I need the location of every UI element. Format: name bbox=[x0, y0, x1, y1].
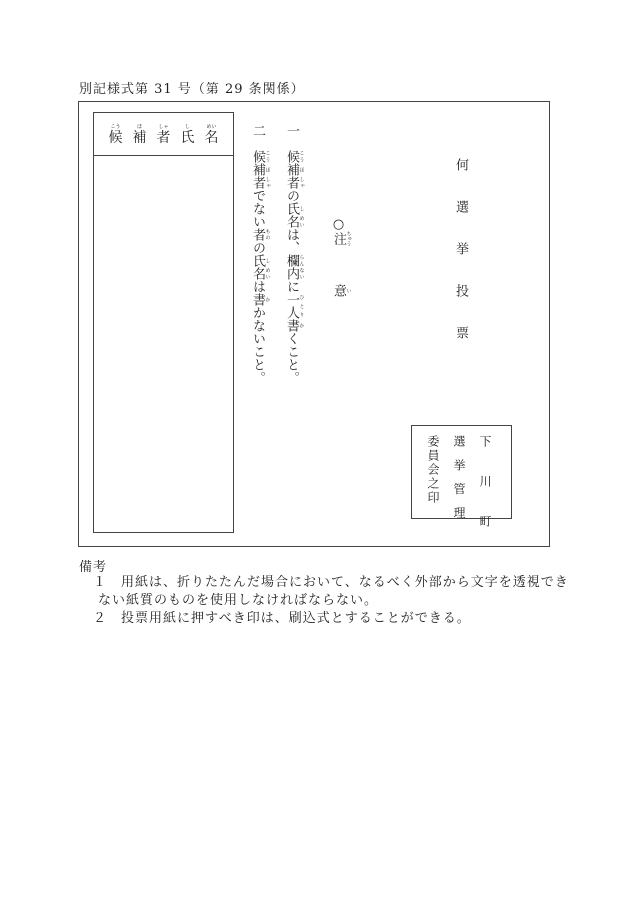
name-header-char: こう 候 bbox=[109, 131, 123, 145]
ruby-text: 名 めい bbox=[284, 215, 305, 228]
ruby-text: 候 こう bbox=[284, 150, 305, 163]
election-committee-seal bbox=[411, 425, 512, 535]
name-header-char: めい 名 bbox=[205, 131, 219, 145]
instruction-one: 一 候 こう補 ほ者 しゃの氏 し名 めいは、欄内 らんないに一人 ひとり書 かくこと。 bbox=[284, 124, 305, 384]
furigana: めい bbox=[206, 124, 217, 130]
ruby-text: 者 しゃ bbox=[250, 176, 271, 189]
form-title: 別記様式第 31 号（第 29 条関係） bbox=[79, 82, 305, 97]
ruby-text: 氏 し bbox=[250, 254, 271, 267]
ruby-text: 補 ほ bbox=[284, 163, 305, 176]
note-2: ２ 投票用紙に押すべき印は、刷込式とすることができる。 bbox=[93, 611, 471, 626]
furigana: し bbox=[184, 124, 190, 130]
notes-heading: 備考 bbox=[79, 560, 108, 575]
ruby-text: 名 めい bbox=[250, 267, 271, 280]
seal-column-2: 選 挙 管 理 bbox=[452, 435, 466, 523]
ruby-text: 氏 し bbox=[284, 202, 305, 215]
ruby-text: 候 こう bbox=[250, 150, 271, 163]
furigana: こう bbox=[110, 124, 121, 130]
furigana: しゃ bbox=[158, 124, 169, 130]
seal-column-3: 委員会之印 bbox=[426, 435, 440, 505]
candidate-name-column bbox=[93, 112, 234, 533]
seal-column-1: 下 川 町 bbox=[478, 435, 492, 535]
ruby-text: 一人 ひとり bbox=[284, 293, 305, 319]
ruby-text: 者 しゃ bbox=[284, 176, 305, 189]
ruby-text: 書 か bbox=[250, 293, 271, 306]
caution-label: ○注 ちゅう 意 い bbox=[331, 217, 352, 297]
ruby-text: 補 ほ bbox=[250, 163, 271, 176]
furigana: ほ bbox=[136, 124, 142, 130]
ruby-text: 欄内 らんない bbox=[284, 254, 305, 280]
ballot-title: 何選挙投票 bbox=[453, 158, 468, 368]
instruction-two: 二 候 こう補 ほ者 しゃでない者 ものの氏 し名 めいは書 かかないこと。 bbox=[250, 124, 271, 384]
ruby-text: 者 もの bbox=[250, 228, 271, 241]
name-header-char: しゃ 者 bbox=[157, 131, 171, 145]
candidate-name-header bbox=[93, 112, 234, 156]
ruby-text: 書 か bbox=[284, 319, 305, 332]
note-1-line-1: １ 用紙は、折りたたんだ場合において、なるべく外部から文字を透視でき bbox=[93, 575, 569, 590]
note-1-line-2: ない紙質のものを使用しなければならない。 bbox=[98, 593, 379, 608]
name-header-char: ほ 補 bbox=[133, 131, 147, 145]
name-header-char: し 氏 bbox=[181, 131, 195, 145]
instruction-number: 二 bbox=[250, 124, 265, 150]
ruby-text: 注 ちゅう bbox=[331, 231, 352, 246]
ruby-text: 意 い bbox=[331, 284, 352, 297]
instruction-number: 一 bbox=[284, 124, 299, 150]
